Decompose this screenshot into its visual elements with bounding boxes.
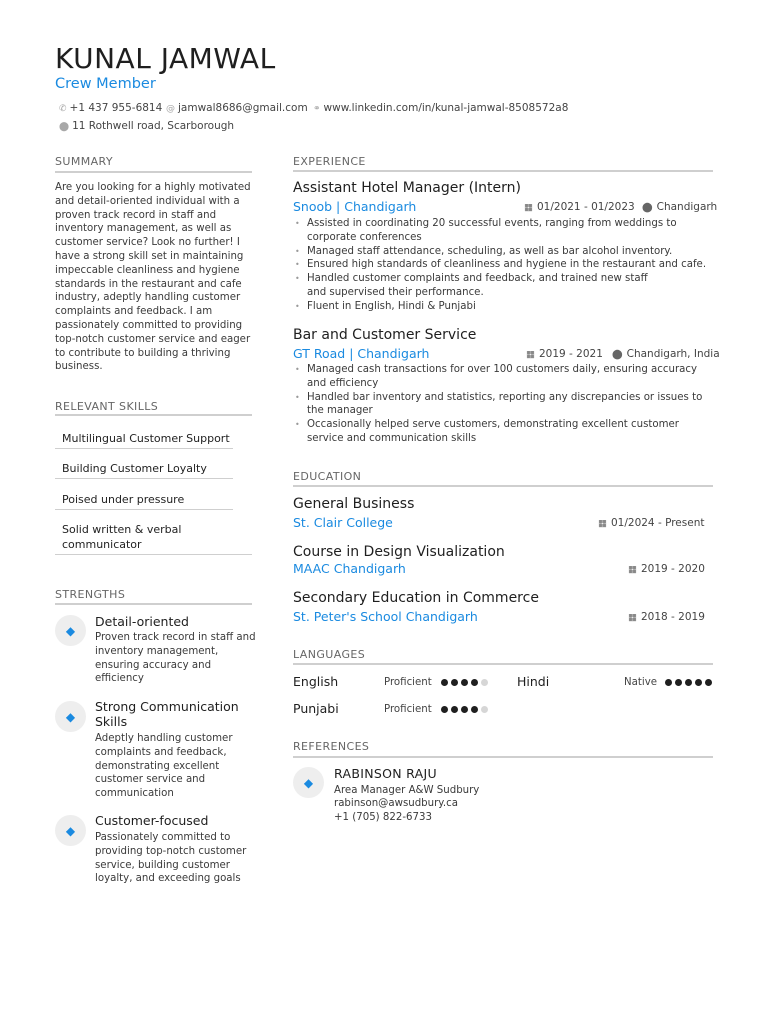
rating-dot — [481, 679, 488, 686]
strength-title: Strong Communication Skills — [95, 699, 239, 729]
phone-icon: ✆ — [59, 104, 67, 114]
list-item: • Managed staff attendance, scheduling, as well as bar alcohol inventory. — [293, 245, 713, 259]
job-dates: ▦ 2019 - 2021 — [526, 348, 603, 360]
strengths-rule — [55, 603, 252, 605]
list-item: • Ensured high standards of cleanliness and hygiene in the restaurant and cafe. — [293, 258, 713, 272]
contact-phone: ✆ +1 437 955-6814 — [59, 102, 163, 114]
rating-dot — [695, 679, 702, 686]
link-icon: ⚭ — [313, 104, 321, 114]
skills-rule — [55, 414, 252, 416]
job-org: GT Road | Chandigarh — [293, 346, 430, 361]
rating-dot — [685, 679, 692, 686]
language-level: Native — [624, 677, 657, 688]
contact-address: ⬤ 11 Rothwell road, Scarborough — [59, 120, 235, 132]
resume-role: Crew Member — [55, 76, 156, 92]
location-pin-icon: ⬤ — [612, 349, 623, 360]
diamond-icon: ◆ — [55, 701, 86, 732]
rating-dot — [461, 679, 468, 686]
calendar-icon: ▦ — [526, 349, 535, 360]
edu-degree: Course in Design Visualization — [293, 544, 505, 560]
reference-phone: +1 (705) 822-6733 — [334, 812, 432, 823]
reference-name: RABINSON RAJU — [334, 766, 437, 781]
language-level: Proficient — [384, 704, 432, 715]
diamond-icon: ◆ — [55, 615, 86, 646]
language-name: Punjabi — [293, 701, 339, 716]
rating-dot — [441, 679, 448, 686]
calendar-icon: ▦ — [524, 202, 533, 213]
summary-text: Are you looking for a highly motivated and detail-oriented individual with a proven track record in staff and inventory management, as well as customer service? Look no further! I have a strong skill set in maintaining impeccable cleanliness and hygiene standards in the restaurant and cafe industry, adeptly handling customer complaints and feedback. I am passionately committed to providing top-notch customer service and eager to contribute to building a thriving business. — [55, 182, 251, 373]
language-rating — [665, 679, 712, 686]
languages-rule — [293, 663, 713, 665]
list-item: • Managed cash transactions for over 100 customers daily, ensuring accuracy and efficiency — [293, 363, 713, 391]
job-bullets — [293, 363, 713, 446]
reference-position: Area Manager A&W Sudbury — [334, 785, 480, 796]
job-org: Snoob | Chandigarh — [293, 199, 417, 214]
education-title: EDUCATION — [293, 470, 362, 483]
list-item: • Handled bar inventory and statistics, reporting any discrepancies or issues to the manager — [293, 391, 713, 419]
reference-email[interactable]: rabinson@awsudbury.ca — [334, 798, 458, 809]
references-title: REFERENCES — [293, 740, 370, 753]
strength-desc: Adeptly handling customer complaints and feedback, demonstrating excellent customer service and communication — [95, 733, 233, 800]
languages-title: LANGUAGES — [293, 648, 366, 661]
edu-school: St. Clair College — [293, 515, 393, 530]
list-item: • Handled customer complaints and feedback, and trained new staff and supervised their performance. — [293, 272, 713, 300]
calendar-icon: ▦ — [628, 612, 637, 623]
skill-item: Solid written & verbal communicator — [62, 523, 182, 551]
contact-linkedin[interactable]: ⚭ www.linkedin.com/in/kunal-jamwal-8508572a8 — [313, 102, 569, 114]
strengths-title: STRENGTHS — [55, 588, 126, 601]
rating-dot — [441, 706, 448, 713]
list-item: • Assisted in coordinating 20 successful events, ranging from weddings to corporate conferences — [293, 217, 713, 245]
edu-dates: ▦ 01/2024 - Present — [598, 517, 705, 529]
resume-name: KUNAL JAMWAL — [55, 42, 276, 75]
job-dates: ▦ 01/2021 - 01/2023 — [524, 201, 635, 213]
job-location: ⬤ Chandigarh, India — [612, 348, 720, 360]
location-pin-icon: ⬤ — [59, 122, 70, 132]
language-name: Hindi — [517, 674, 550, 689]
rating-dot — [471, 679, 478, 686]
rating-dot — [481, 706, 488, 713]
job-title: Bar and Customer Service — [293, 327, 477, 343]
calendar-icon: ▦ — [628, 564, 637, 575]
diamond-icon: ◆ — [293, 767, 324, 798]
skill-item: Poised under pressure — [62, 493, 185, 506]
rating-dot — [705, 679, 712, 686]
skill-item: Multilingual Customer Support — [62, 432, 230, 445]
diamond-icon: ◆ — [55, 815, 86, 846]
calendar-icon: ▦ — [598, 518, 607, 529]
references-rule — [293, 756, 713, 758]
list-item: • Fluent in English, Hindi & Punjabi — [293, 300, 713, 314]
edu-dates: ▦ 2018 - 2019 — [628, 611, 705, 623]
rating-dot — [665, 679, 672, 686]
strength-desc: Proven track record in staff and inventory management, ensuring accuracy and efficiency — [95, 632, 256, 685]
contact-email[interactable]: @ jamwal8686@gmail.com — [166, 102, 308, 114]
job-location: ⬤ Chandigarh — [642, 201, 718, 213]
edu-school: St. Peter's School Chandigarh — [293, 609, 478, 624]
at-icon: @ — [166, 104, 175, 114]
experience-rule — [293, 170, 713, 172]
rating-dot — [451, 706, 458, 713]
rating-dot — [675, 679, 682, 686]
summary-rule — [55, 171, 252, 173]
edu-dates: ▦ 2019 - 2020 — [628, 563, 705, 575]
strength-title: Customer-focused — [95, 813, 209, 828]
strength-desc: Passionately committed to providing top-notch customer service, building customer loyalty, and exceeding goals — [95, 832, 247, 885]
skills-title: RELEVANT SKILLS — [55, 400, 159, 413]
job-title: Assistant Hotel Manager (Intern) — [293, 180, 521, 196]
skill-item: Building Customer Loyalty — [62, 462, 207, 475]
language-rating — [441, 679, 488, 686]
edu-degree: Secondary Education in Commerce — [293, 590, 539, 606]
experience-title: EXPERIENCE — [293, 155, 366, 168]
rating-dot — [471, 706, 478, 713]
location-pin-icon: ⬤ — [642, 202, 653, 213]
language-level: Proficient — [384, 677, 432, 688]
education-rule — [293, 485, 713, 487]
rating-dot — [461, 706, 468, 713]
rating-dot — [451, 679, 458, 686]
job-bullets — [293, 217, 713, 314]
list-item: • Occasionally helped serve customers, demonstrating excellent customer service and communication skills — [293, 418, 713, 446]
strength-title: Detail-oriented — [95, 614, 189, 629]
edu-degree: General Business — [293, 496, 415, 512]
edu-school: MAAC Chandigarh — [293, 561, 406, 576]
summary-title: SUMMARY — [55, 155, 113, 168]
language-rating — [441, 706, 488, 713]
language-name: English — [293, 674, 339, 689]
